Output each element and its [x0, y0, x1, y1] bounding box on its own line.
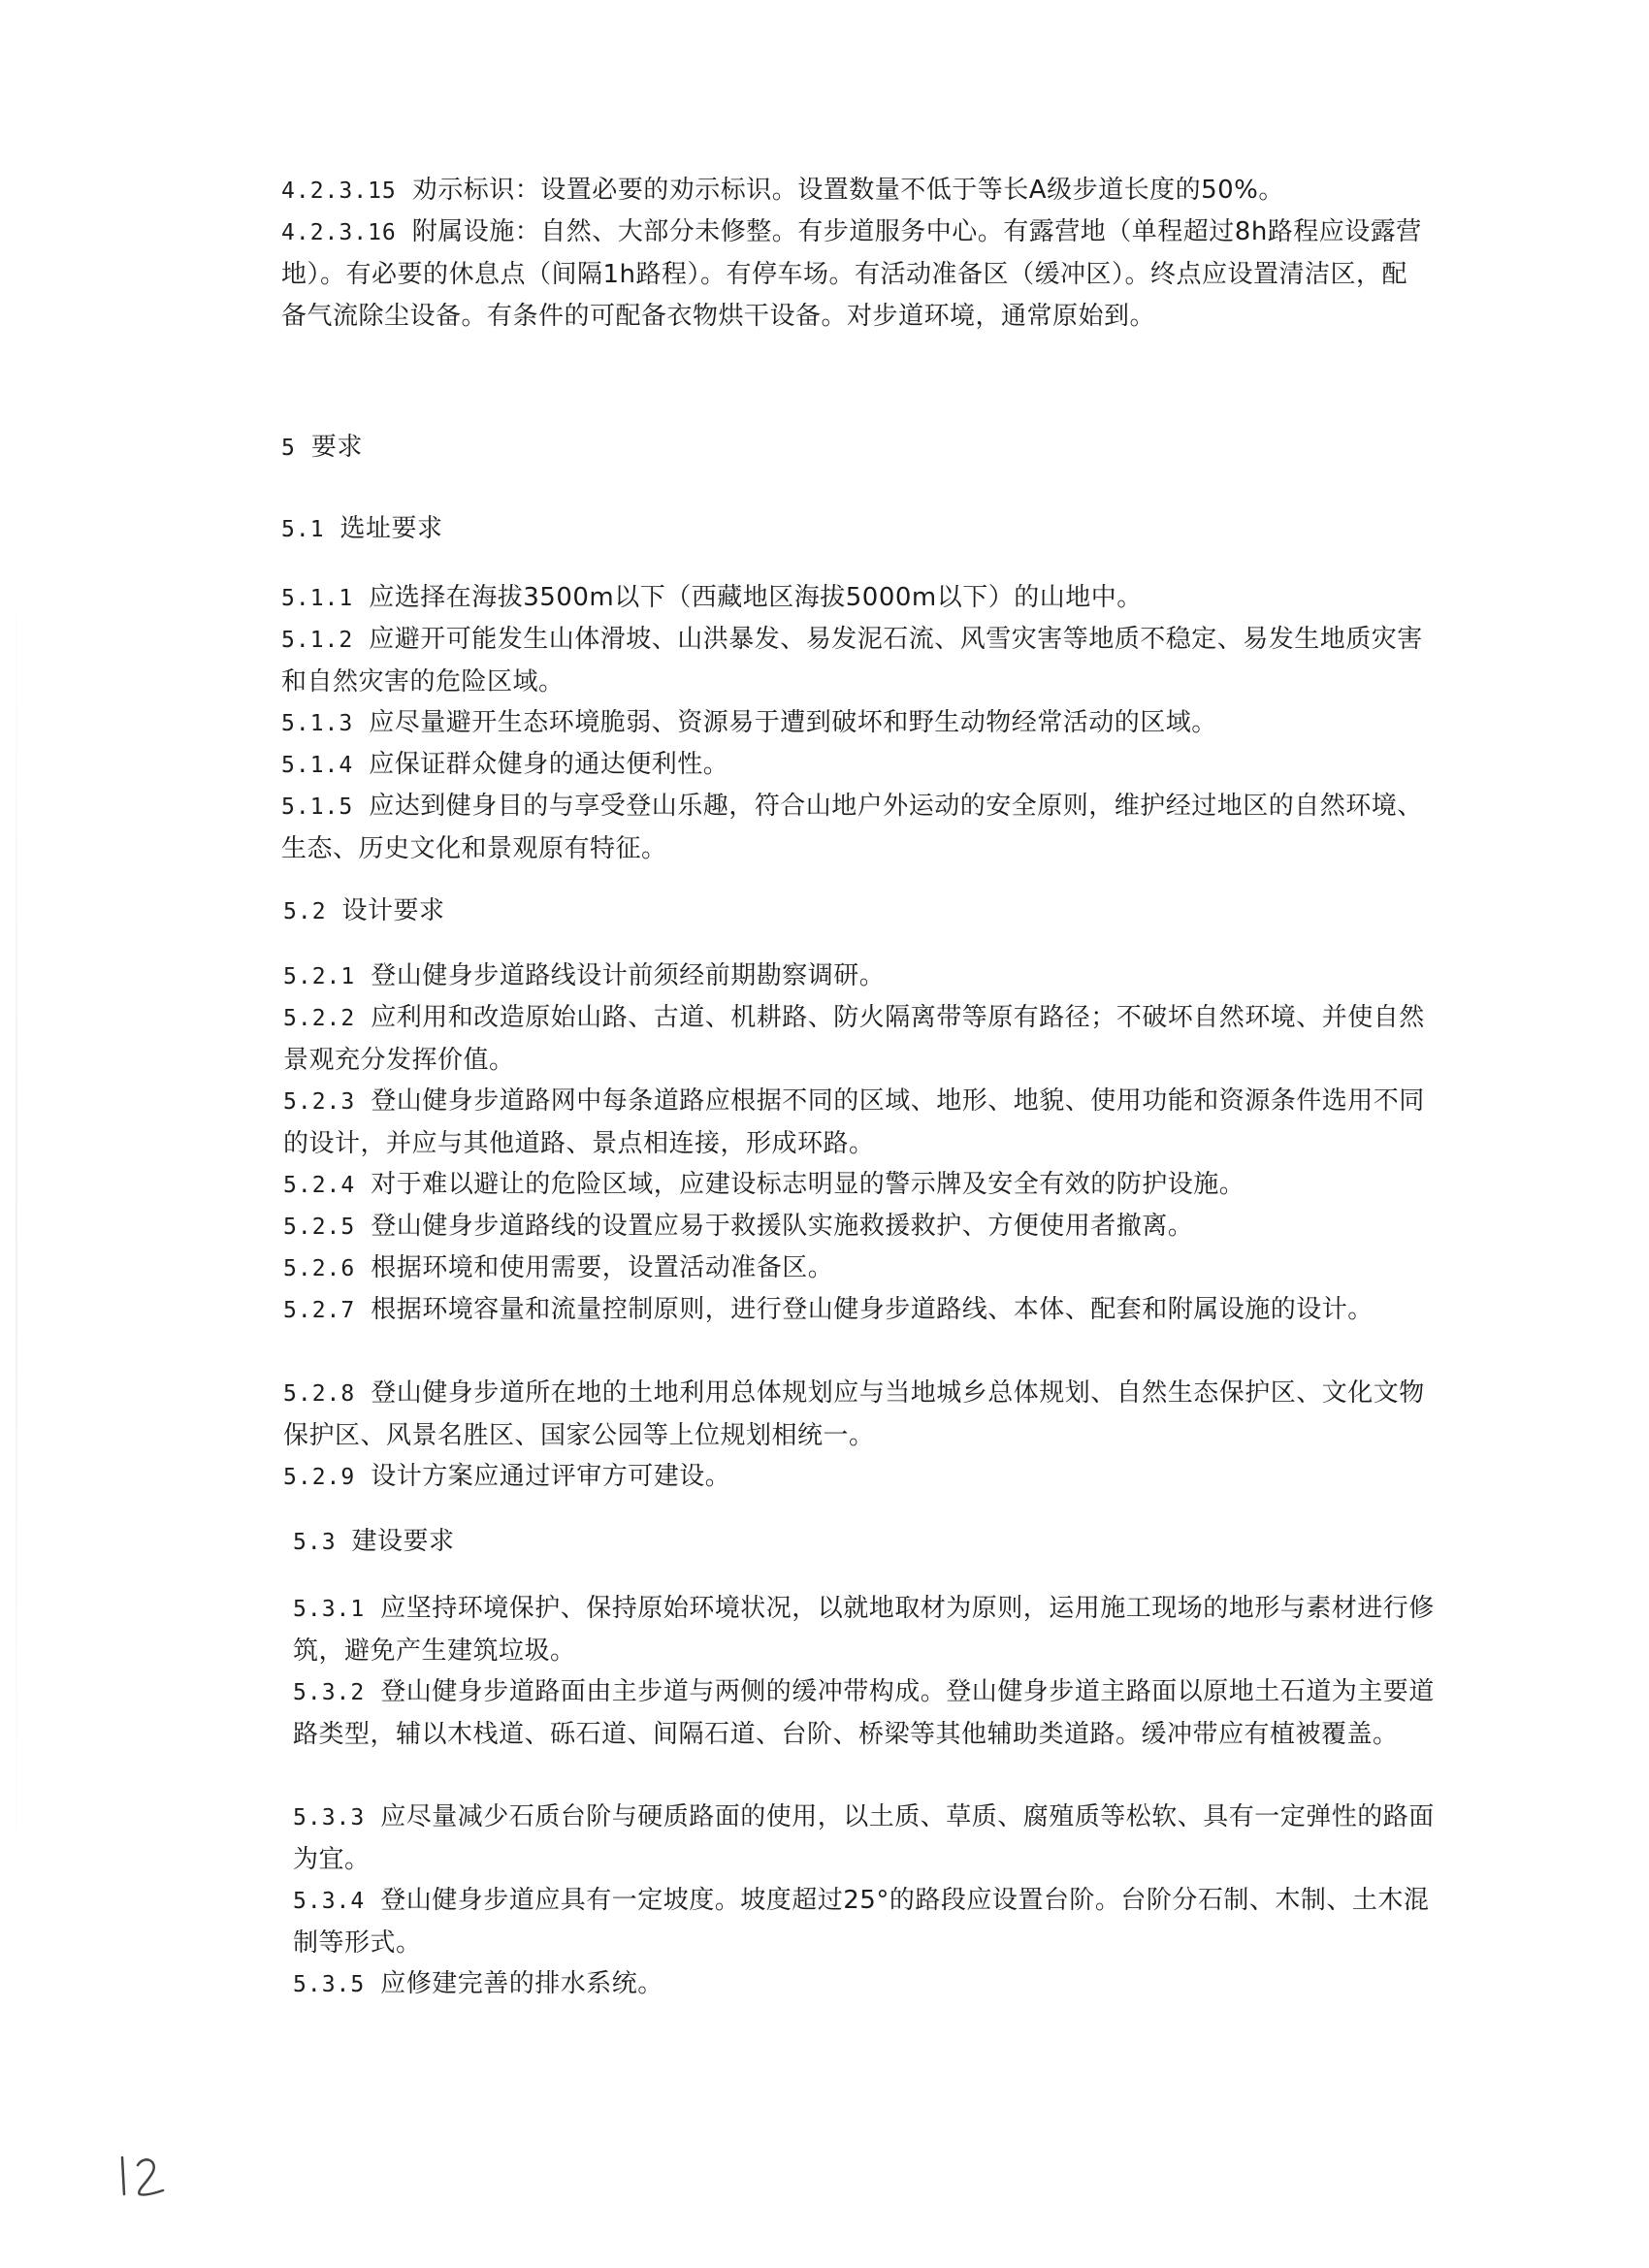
clause-text: 劝示标识：设置必要的劝示标识。设置数量不低于等长A级步道长度的50%。: [411, 176, 1284, 205]
handwritten-page-mark: [114, 2152, 173, 2200]
clause-text: 登山健身步道所在地的土地利用总体规划应与当地城乡总体规划、自然生态保护区、文化文物保护区、风景名胜区、国家公园等上位规划相统一。: [283, 1378, 1425, 1450]
clause-text: 登山健身步道路面由主步道与两侧的缓冲带构成。登山健身步道主路面以原地土石道为主要道路类型，辅以木栈道、砾石道、间隔石道、台阶、桥梁等其他辅助类道路。缓冲带应有植被覆盖。: [293, 1677, 1435, 1749]
clause-5-1-2: [281, 619, 1426, 703]
section-title: 设计要求: [341, 896, 445, 925]
clause-number: 5.3.2: [293, 1680, 366, 1705]
clause-text: 根据环境容量和流量控制原则，进行登山健身步道路线、本体、配套和附属设施的设计。: [371, 1295, 1374, 1324]
clause-5-1-3: [281, 702, 1426, 745]
clause-number: 5.2.6: [283, 1256, 356, 1281]
clause-number: 5.1.1: [281, 586, 354, 611]
clause-number: 5.3.4: [293, 1889, 366, 1914]
clause-text: 附属设施：自然、大部分未修整。有步道服务中心。有露营地（单程超过8h路程应设露营地）。有必要的休息点（间隔1h路程）。有停车场。有活动准备区（缓冲区）。终点应设置清洁区，配备气流除尘设备。有条件的可配备衣物烘干设备。对步道环境，通常原始到。: [281, 217, 1422, 331]
clause-text: 应坚持环境保护、保持原始环境状况，以就地取材为原则，运用施工现场的地形与素材进行修筑，避免产生建筑垃圾。: [293, 1594, 1435, 1666]
clause-text: 登山健身步道路线设计前须经前期勘察调研。: [371, 961, 886, 990]
clause-number: 5.1.4: [281, 753, 354, 778]
clause-4-2-3-16: [281, 211, 1426, 338]
clause-number: 5.1.5: [281, 794, 354, 820]
clause-number: 5.2.3: [283, 1089, 356, 1115]
clause-5-1-4: [281, 744, 1426, 787]
clause-number: 5.2.4: [283, 1173, 356, 1198]
clause-text: 对于难以避让的危险区域，应建设标志明显的警示牌及安全有效的防护设施。: [371, 1170, 1245, 1199]
clause-text: 根据环境和使用需要，设置活动准备区。: [371, 1253, 834, 1282]
section-heading-5: [281, 427, 363, 470]
clause-number: 5.2.7: [283, 1298, 356, 1323]
clause-5-3-1: [293, 1588, 1438, 1672]
section-heading-5-2: [283, 891, 445, 933]
clause-5-2-7: [283, 1289, 1428, 1332]
scan-fold-line: [16, 543, 17, 1901]
section-heading-5-3: [293, 1521, 455, 1564]
clause-text: 应避开可能发生山体滑坡、山洪暴发、易发泥石流、风雪灾害等地质不稳定、易发生地质灾害和自然灾害的危险区域。: [281, 625, 1423, 697]
section-title: 建设要求: [351, 1527, 455, 1556]
section-number: 5.2: [283, 899, 327, 924]
clause-4-2-3-15: [281, 170, 1426, 212]
clause-text: 登山健身步道路线的设置应易于救援队实施救援救护、方便使用者撤离。: [371, 1212, 1194, 1241]
clause-5-2-8: [283, 1373, 1428, 1457]
section-title: 选址要求: [340, 514, 443, 543]
clause-text: 应选择在海拔3500m以下（西藏地区海拔5000m以下）的山地中。: [369, 583, 1143, 612]
section-heading-5-1: [281, 508, 443, 551]
clause-5-2-5: [283, 1206, 1428, 1248]
clause-5-3-4: [293, 1880, 1438, 1964]
clause-number: 5.2.9: [283, 1465, 356, 1490]
clause-text: 应修建完善的排水系统。: [380, 1969, 663, 1998]
clause-text: 应达到健身目的与享受登山乐趣，符合山地户外运动的安全原则，维护经过地区的自然环境、生态、历史文化和景观原有特征。: [281, 792, 1423, 863]
clause-number: 5.2.2: [283, 1006, 356, 1031]
clause-number: 5.2.5: [283, 1215, 356, 1240]
clause-5-2-9: [283, 1456, 1428, 1499]
clause-5-1-5: [281, 786, 1426, 870]
clause-5-2-4: [283, 1164, 1428, 1207]
clause-5-2-3: [283, 1081, 1428, 1165]
clause-text: 应利用和改造原始山路、古道、机耕路、防火隔离带等原有路径；不破坏自然环境、并使自然景观充分发挥价值。: [283, 1003, 1425, 1075]
clause-number: 5.1.3: [281, 711, 354, 736]
clause-5-3-5: [293, 1963, 1438, 2006]
clause-text: 登山健身步道路网中每条道路应根据不同的区域、地形、地貌、使用功能和资源条件选用不同的设计，并应与其他道路、景点相连接，形成环路。: [283, 1086, 1425, 1158]
clause-text: 应尽量减少石质台阶与硬质路面的使用，以土质、草质、腐殖质等松软、具有一定弹性的路面为宜。: [293, 1802, 1435, 1874]
clause-5-3-2: [293, 1671, 1438, 1756]
clause-number: 5.1.2: [281, 628, 354, 653]
clause-number: 5.3.1: [293, 1597, 366, 1622]
section-number: 5.1: [281, 517, 325, 542]
clause-text: 登山健身步道应具有一定坡度。坡度超过25°的路段应设置台阶。台阶分石制、木制、土木混制等形式。: [293, 1886, 1430, 1958]
clause-5-2-1: [283, 956, 1428, 998]
clause-5-3-3: [293, 1797, 1438, 1881]
clause-number: 4.2.3.16: [281, 220, 397, 245]
clause-text: 应保证群众健身的通达便利性。: [369, 750, 729, 779]
clause-number: 5.2.8: [283, 1381, 356, 1407]
clause-5-2-6: [283, 1247, 1428, 1290]
clause-text: 应尽量避开生态环境脆弱、资源易于遭到破坏和野生动物经常活动的区域。: [369, 708, 1217, 737]
clause-number: 5.2.1: [283, 964, 356, 989]
clause-text: 设计方案应通过评审方可建设。: [371, 1462, 731, 1491]
clause-5-2-2: [283, 997, 1428, 1082]
clause-number: 4.2.3.15: [281, 178, 397, 204]
section-number: 5.3: [293, 1530, 337, 1555]
section-title: 要求: [310, 433, 363, 462]
clause-number: 5.3.5: [293, 1972, 366, 1997]
section-number: 5: [281, 436, 296, 461]
clause-5-1-1: [281, 577, 1426, 620]
clause-number: 5.3.3: [293, 1805, 366, 1831]
